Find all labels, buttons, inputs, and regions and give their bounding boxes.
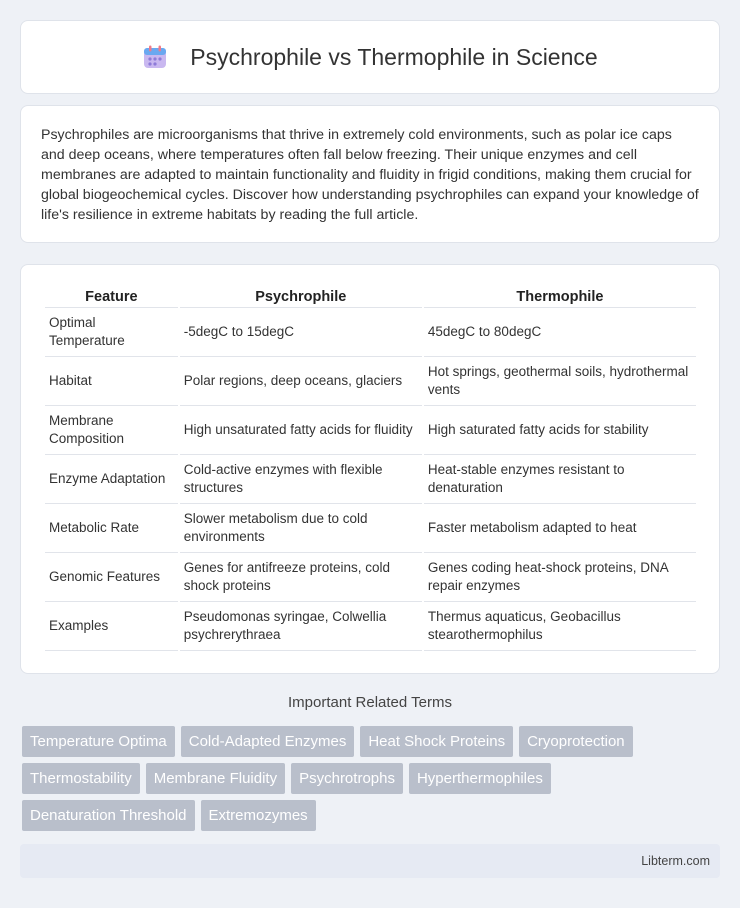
table-row [45,406,696,455]
row-psychrophile: Genes for antifreeze proteins, cold shock proteins [180,553,422,602]
row-feature: Genomic Features [45,553,178,602]
row-psychrophile: Polar regions, deep oceans, glaciers [180,357,422,406]
tag-heat-shock-proteins[interactable]: Heat Shock Proteins [360,726,513,757]
related-terms-heading: Important Related Terms [288,694,452,711]
table-row [45,308,696,357]
tag-temperature-optima[interactable]: Temperature Optima [22,726,175,757]
tag-thermostability[interactable]: Thermostability [22,763,140,794]
tag-cold-adapted-enzymes[interactable]: Cold-Adapted Enzymes [181,726,355,757]
footer-brand-link[interactable]: Libterm.com [641,854,710,868]
table-row [45,504,696,553]
comparison-table [43,287,698,651]
intro-text: Psychrophiles are microorganisms that thrive in extremely cold environments, such as polar ice caps and deep oceans, where temperatures often fall below freezing. Their unique enzymes and cell membranes are adapted to maintain functionality and fluidity in frigid conditions, making them crucial for global biogeochemical cycles. Discover how understanding psychrophiles can expand your knowledge of life's resilience in extreme habitats by reading the full article. [41,127,699,223]
row-feature: Membrane Composition [45,406,178,455]
row-feature: Enzyme Adaptation [45,455,178,504]
row-feature: Examples [45,602,178,651]
tag-denaturation-threshold[interactable]: Denaturation Threshold [22,800,195,831]
row-psychrophile: High unsaturated fatty acids for fluidity [180,406,422,455]
footer [20,844,720,878]
row-thermophile: Faster metabolism adapted to heat [424,504,696,553]
intro-card [20,105,720,243]
tag-psychrotrophs[interactable]: Psychrotrophs [291,763,403,794]
header-feature: Feature [45,287,178,308]
row-psychrophile: -5degC to 15degC [180,308,422,357]
row-feature: Habitat [45,357,178,406]
tag-membrane-fluidity[interactable]: Membrane Fluidity [146,763,285,794]
row-psychrophile: Pseudomonas syringae, Colwellia psychrerythraea [180,602,422,651]
row-thermophile: Thermus aquaticus, Geobacillus stearothermophilus [424,602,696,651]
row-thermophile: Hot springs, geothermal soils, hydrothermal vents [424,357,696,406]
header-thermophile: Thermophile [424,287,696,308]
row-thermophile: 45degC to 80degC [424,308,696,357]
table-row [45,357,696,406]
page-title: Psychrophile vs Thermophile in Science [190,43,598,70]
tag-hyperthermophiles[interactable]: Hyperthermophiles [409,763,551,794]
tag-cryoprotection[interactable]: Cryoprotection [519,726,633,757]
tag-extremozymes[interactable]: Extremozymes [201,800,316,831]
row-thermophile: High saturated fatty acids for stability [424,406,696,455]
table-row [45,455,696,504]
header-psychrophile: Psychrophile [180,287,422,308]
table-header-row [45,287,696,308]
calendar-icon [142,44,168,70]
table-row [45,553,696,602]
table-row [45,602,696,651]
row-thermophile: Genes coding heat-shock proteins, DNA repair enzymes [424,553,696,602]
row-psychrophile: Slower metabolism due to cold environments [180,504,422,553]
title-card [20,20,720,94]
related-terms-list [22,726,722,837]
comparison-card [20,264,720,674]
row-psychrophile: Cold-active enzymes with flexible structures [180,455,422,504]
row-feature: Optimal Temperature [45,308,178,357]
row-thermophile: Heat-stable enzymes resistant to denaturation [424,455,696,504]
row-feature: Metabolic Rate [45,504,178,553]
